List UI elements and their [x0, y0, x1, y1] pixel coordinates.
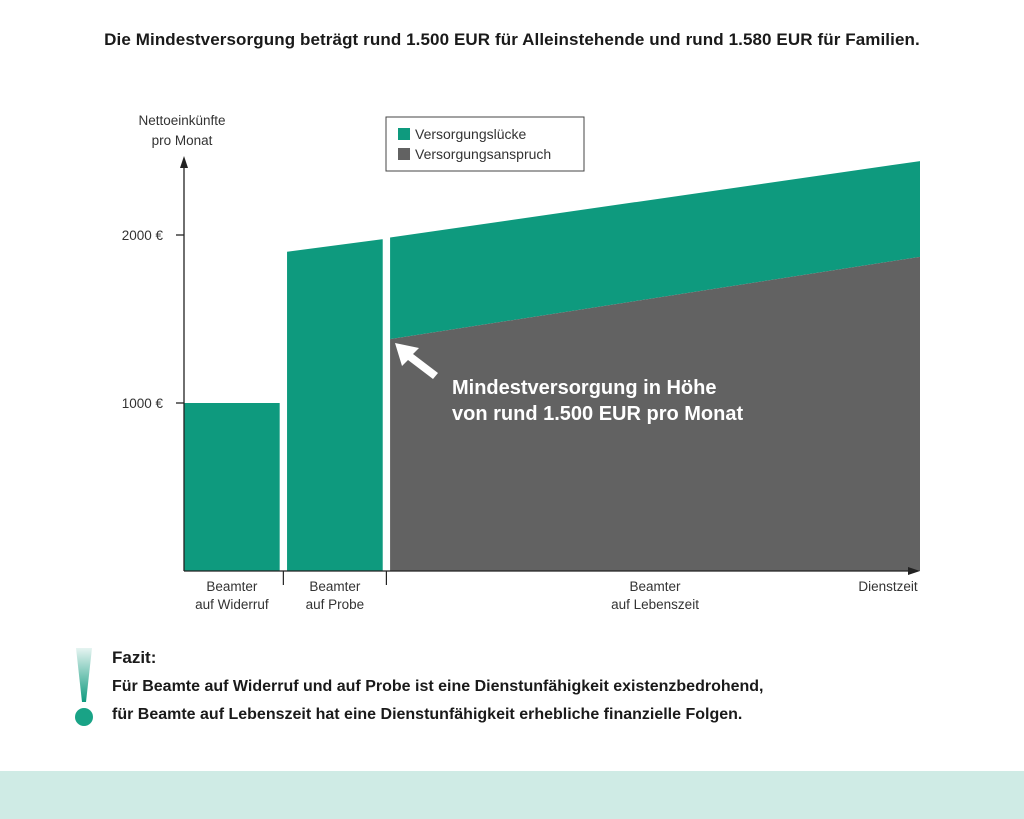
legend-swatch-gap: [398, 128, 410, 140]
annotation-line-1: Mindestversorgung in Höhe: [452, 377, 717, 399]
fazit-heading: Fazit:: [112, 648, 157, 667]
y-axis-label-line-2: pro Monat: [151, 133, 213, 148]
x-axis-label: Dienstzeit: [858, 579, 918, 594]
phase-3-label-line-1: Beamter: [629, 579, 681, 594]
y-ticks: [122, 228, 184, 411]
gap-area-phase-2: [287, 239, 383, 571]
annotation-line-2: von rund 1.500 EUR pro Monat: [452, 403, 744, 425]
legend: [386, 117, 584, 171]
fazit-text-line-2: für Beamte auf Lebenszeit hat eine Dienstunfähigkeit erhebliche finanzielle Folgen.: [112, 706, 743, 723]
x-phase-labels: [195, 579, 699, 612]
phase-2-label-line-2: auf Probe: [305, 597, 365, 612]
fazit-box: [72, 644, 972, 734]
phase-1-label-line-1: Beamter: [206, 579, 258, 594]
y-tick-label-2: 2000 €: [121, 228, 163, 243]
phase-2-label-line-1: Beamter: [309, 579, 361, 594]
legend-entry-entitlement: Versorgungsanspruch: [415, 146, 552, 162]
headline: Die Mindestversorgung beträgt rund 1.500 EUR für Alleinstehende und rund 1.580 EUR für Familien.: [104, 30, 920, 49]
gap-area-phase-1: [184, 403, 280, 571]
phase-1-label-line-2: auf Widerruf: [195, 597, 269, 612]
y-tick-label-1: 1000 €: [121, 396, 163, 411]
chart-areas: [184, 161, 920, 571]
legend-entry-gap: Versorgungslücke: [415, 126, 527, 142]
y-axis-arrow-icon: [180, 156, 188, 168]
legend-swatch-entitlement: [398, 148, 410, 160]
y-axis-label-line-1: Nettoeinkünfte: [138, 113, 226, 128]
phase-3-label-line-2: auf Lebenszeit: [611, 597, 699, 612]
fazit-text-line-1: Für Beamte auf Widerruf und auf Probe ist eine Dienstunfähigkeit existenzbedrohend,: [112, 678, 764, 695]
footer-band: [0, 771, 1024, 819]
exclamation-icon: [72, 646, 96, 730]
y-axis-label: [138, 113, 225, 148]
